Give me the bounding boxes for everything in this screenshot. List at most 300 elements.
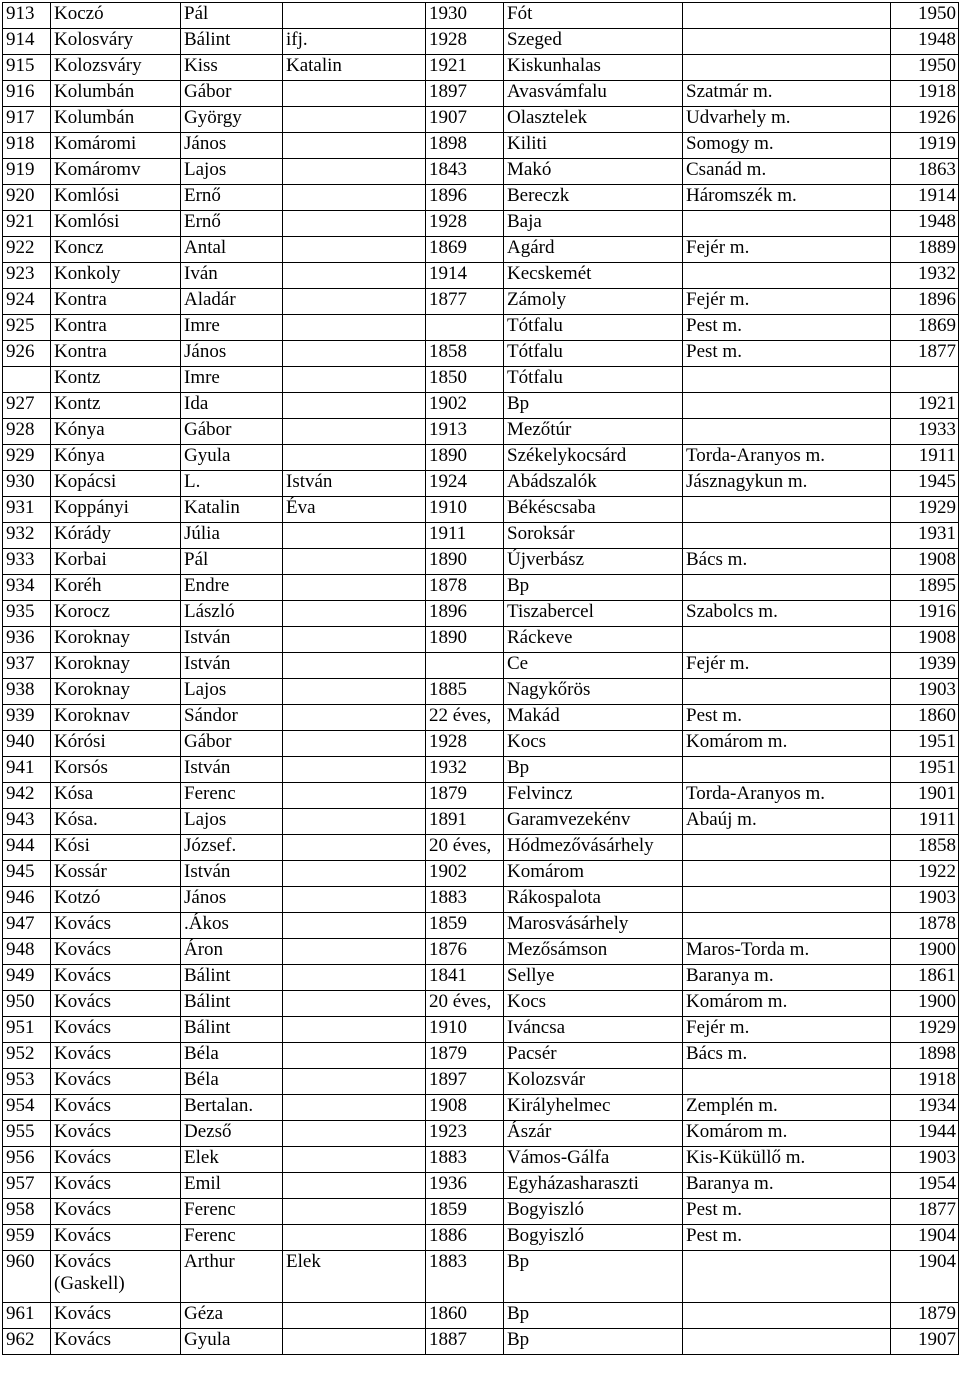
surname-cell: Kontra: [51, 289, 181, 315]
extra-name-cell: [283, 1225, 426, 1251]
entry-number-cell: 950: [3, 991, 51, 1017]
birthplace-cell: Hódmezővásárhely: [504, 835, 683, 861]
extra-name-cell: [283, 133, 426, 159]
birthplace-cell: Szeged: [504, 29, 683, 55]
county-cell: [683, 55, 891, 81]
given-name-cell: István: [181, 653, 283, 679]
surname-cell: Koréh: [51, 575, 181, 601]
county-cell: Pest m.: [683, 705, 891, 731]
record-year-cell: 1951: [891, 757, 959, 783]
given-name-cell: Ferenc: [181, 783, 283, 809]
entry-number-cell: 923: [3, 263, 51, 289]
record-year-cell: 1939: [891, 653, 959, 679]
county-cell: [683, 887, 891, 913]
birthplace-cell: Felvincz: [504, 783, 683, 809]
record-year-cell: 1878: [891, 913, 959, 939]
county-cell: Komárom m.: [683, 991, 891, 1017]
entry-number-cell: 944: [3, 835, 51, 861]
birthplace-cell: Vámos-Gálfa: [504, 1147, 683, 1173]
birth-year-cell: 1859: [426, 1199, 504, 1225]
county-cell: Komárom m.: [683, 731, 891, 757]
entry-number-cell: 934: [3, 575, 51, 601]
record-year-cell: 1948: [891, 211, 959, 237]
county-cell: Kis-Küküllő m.: [683, 1147, 891, 1173]
surname-cell: Korsós: [51, 757, 181, 783]
birthplace-cell: Rákospalota: [504, 887, 683, 913]
birth-year-cell: 1858: [426, 341, 504, 367]
county-cell: [683, 211, 891, 237]
county-cell: [683, 913, 891, 939]
surname-cell: Kovács: [51, 1303, 181, 1329]
birthplace-cell: Makó: [504, 159, 683, 185]
record-year-cell: 1918: [891, 1069, 959, 1095]
surname-cell: Koczó: [51, 3, 181, 29]
birthplace-cell: Soroksár: [504, 523, 683, 549]
county-cell: [683, 1069, 891, 1095]
county-cell: Bács m.: [683, 549, 891, 575]
given-name-cell: Antal: [181, 237, 283, 263]
extra-name-cell: [283, 913, 426, 939]
birth-year-cell: [426, 315, 504, 341]
given-name-cell: Aladár: [181, 289, 283, 315]
given-name-cell: István: [181, 757, 283, 783]
entry-number-cell: 962: [3, 1329, 51, 1355]
surname-cell: Kovács: [51, 1121, 181, 1147]
record-year-cell: 1895: [891, 575, 959, 601]
record-year-cell: 1933: [891, 419, 959, 445]
entry-number-cell: 948: [3, 939, 51, 965]
birth-year-cell: 1841: [426, 965, 504, 991]
extra-name-cell: [283, 1121, 426, 1147]
entry-number-cell: 916: [3, 81, 51, 107]
entry-number-cell: 915: [3, 55, 51, 81]
birth-year-cell: 1907: [426, 107, 504, 133]
record-year-cell: 1900: [891, 939, 959, 965]
entry-number-cell: 928: [3, 419, 51, 445]
birth-year-cell: 1913: [426, 419, 504, 445]
given-name-cell: Gábor: [181, 81, 283, 107]
entry-number-cell: 939: [3, 705, 51, 731]
surname-cell: Kopácsi: [51, 471, 181, 497]
birth-year-cell: 1887: [426, 1329, 504, 1355]
given-name-cell: Pál: [181, 3, 283, 29]
entry-number-cell: 953: [3, 1069, 51, 1095]
table-row: [3, 627, 959, 653]
birth-year-cell: 1932: [426, 757, 504, 783]
birthplace-cell: Kecskemét: [504, 263, 683, 289]
table-row: [3, 523, 959, 549]
given-name-cell: Iván: [181, 263, 283, 289]
birth-year-cell: 1890: [426, 627, 504, 653]
birth-year-cell: 1928: [426, 211, 504, 237]
county-cell: Pest m.: [683, 315, 891, 341]
given-name-cell: Géza: [181, 1303, 283, 1329]
register-table: [2, 2, 959, 1355]
county-cell: [683, 627, 891, 653]
extra-name-cell: [283, 549, 426, 575]
extra-name-cell: [283, 627, 426, 653]
given-name-cell: Lajos: [181, 679, 283, 705]
record-year-cell: 1954: [891, 1173, 959, 1199]
record-year-cell: 1901: [891, 783, 959, 809]
county-cell: Háromszék m.: [683, 185, 891, 211]
given-name-cell: Gábor: [181, 419, 283, 445]
table-row: [3, 757, 959, 783]
given-name-cell: Ernő: [181, 185, 283, 211]
surname-cell: Koroknay: [51, 679, 181, 705]
extra-name-cell: [283, 1043, 426, 1069]
record-year-cell: 1908: [891, 549, 959, 575]
birthplace-cell: Abádszalók: [504, 471, 683, 497]
extra-name-cell: [283, 107, 426, 133]
county-cell: [683, 29, 891, 55]
record-year-cell: 1926: [891, 107, 959, 133]
birth-year-cell: 1911: [426, 523, 504, 549]
birthplace-cell: Baja: [504, 211, 683, 237]
county-cell: [683, 367, 891, 393]
birthplace-cell: Komárom: [504, 861, 683, 887]
birthplace-cell: Kiskunhalas: [504, 55, 683, 81]
surname-cell: Komáromv: [51, 159, 181, 185]
birthplace-cell: Mezőtúr: [504, 419, 683, 445]
entry-number-cell: 930: [3, 471, 51, 497]
given-name-cell: Gyula: [181, 1329, 283, 1355]
surname-cell: Kovács: [51, 1043, 181, 1069]
entry-number-cell: 913: [3, 3, 51, 29]
entry-number-cell: 931: [3, 497, 51, 523]
extra-name-cell: [283, 445, 426, 471]
birth-year-cell: 1843: [426, 159, 504, 185]
table-row: [3, 497, 959, 523]
birth-year-cell: 1879: [426, 783, 504, 809]
table-row: [3, 3, 959, 29]
extra-name-cell: [283, 653, 426, 679]
birth-year-cell: 1876: [426, 939, 504, 965]
birthplace-cell: Bogyiszló: [504, 1199, 683, 1225]
extra-name-cell: [283, 1173, 426, 1199]
given-name-cell: Júlia: [181, 523, 283, 549]
birth-year-cell: 1898: [426, 133, 504, 159]
entry-number-cell: 937: [3, 653, 51, 679]
extra-name-cell: [283, 1017, 426, 1043]
birth-year-cell: 1923: [426, 1121, 504, 1147]
birth-year-cell: 1885: [426, 679, 504, 705]
birthplace-cell: Kiliti: [504, 133, 683, 159]
record-year-cell: 1900: [891, 991, 959, 1017]
birth-year-cell: 1930: [426, 3, 504, 29]
birthplace-cell: Bp: [504, 757, 683, 783]
birth-year-cell: 1896: [426, 601, 504, 627]
birth-year-cell: 1890: [426, 445, 504, 471]
birthplace-cell: Újverbász: [504, 549, 683, 575]
surname-cell: Kovács: [51, 1017, 181, 1043]
birthplace-cell: Ráckeve: [504, 627, 683, 653]
entry-number-cell: 917: [3, 107, 51, 133]
entry-number-cell: 954: [3, 1095, 51, 1121]
record-year-cell: 1932: [891, 263, 959, 289]
surname-cell: Kolosváry: [51, 29, 181, 55]
table-row: [3, 159, 959, 185]
county-cell: Somogy m.: [683, 133, 891, 159]
county-cell: [683, 263, 891, 289]
table-row: [3, 1303, 959, 1329]
table-row: [3, 445, 959, 471]
extra-name-cell: [283, 939, 426, 965]
extra-name-cell: [283, 835, 426, 861]
entry-number-cell: 914: [3, 29, 51, 55]
birth-year-cell: 1928: [426, 29, 504, 55]
birth-year-cell: 1902: [426, 861, 504, 887]
birth-year-cell: 1908: [426, 1095, 504, 1121]
extra-name-cell: [283, 159, 426, 185]
surname-cell: Kolumbán: [51, 107, 181, 133]
birth-year-cell: 1891: [426, 809, 504, 835]
surname-cell: Kossár: [51, 861, 181, 887]
entry-number-cell: 952: [3, 1043, 51, 1069]
county-cell: [683, 497, 891, 523]
register-body: [3, 3, 959, 1355]
given-name-cell: Ferenc: [181, 1225, 283, 1251]
birth-year-cell: 1897: [426, 1069, 504, 1095]
entry-number-cell: 938: [3, 679, 51, 705]
record-year-cell: 1911: [891, 809, 959, 835]
birth-year-cell: 1928: [426, 731, 504, 757]
birth-year-cell: 1869: [426, 237, 504, 263]
birthplace-cell: Székelykocsárd: [504, 445, 683, 471]
surname-cell: Koppányi: [51, 497, 181, 523]
given-name-cell: Ernő: [181, 211, 283, 237]
table-row: [3, 1017, 959, 1043]
surname-cell: Kovács: [51, 1095, 181, 1121]
table-row: [3, 653, 959, 679]
birthplace-cell: Fót: [504, 3, 683, 29]
birth-year-cell: 1878: [426, 575, 504, 601]
table-row: [3, 887, 959, 913]
table-row: [3, 1095, 959, 1121]
record-year-cell: 1948: [891, 29, 959, 55]
surname-cell: Kónya: [51, 419, 181, 445]
record-year-cell: 1944: [891, 1121, 959, 1147]
extra-name-cell: [283, 1199, 426, 1225]
entry-number-cell: 943: [3, 809, 51, 835]
surname-cell: Kolozsváry: [51, 55, 181, 81]
county-cell: Bács m.: [683, 1043, 891, 1069]
extra-name-cell: [283, 757, 426, 783]
birth-year-cell: 1921: [426, 55, 504, 81]
county-cell: Zemplén m.: [683, 1095, 891, 1121]
surname-cell: Komlósi: [51, 211, 181, 237]
birthplace-cell: Nagykőrös: [504, 679, 683, 705]
entry-number-cell: 958: [3, 1199, 51, 1225]
table-row: [3, 705, 959, 731]
surname-cell: Kovács: [51, 1173, 181, 1199]
given-name-cell: Bálint: [181, 965, 283, 991]
record-year-cell: 1903: [891, 1147, 959, 1173]
birthplace-cell: Pacsér: [504, 1043, 683, 1069]
record-year-cell: 1904: [891, 1251, 959, 1303]
table-row: [3, 731, 959, 757]
record-year-cell: 1950: [891, 3, 959, 29]
birthplace-cell: Kolozsvár: [504, 1069, 683, 1095]
record-year-cell: 1918: [891, 81, 959, 107]
entry-number-cell: 924: [3, 289, 51, 315]
table-row: [3, 341, 959, 367]
surname-cell: Kónya: [51, 445, 181, 471]
birthplace-cell: Ce: [504, 653, 683, 679]
entry-number-cell: 960: [3, 1251, 51, 1303]
birthplace-cell: Bp: [504, 1251, 683, 1303]
county-cell: Abaúj m.: [683, 809, 891, 835]
table-row: [3, 1043, 959, 1069]
county-cell: [683, 1251, 891, 1303]
surname-cell: Kovács: [51, 939, 181, 965]
extra-name-cell: [283, 523, 426, 549]
entry-number-cell: 957: [3, 1173, 51, 1199]
table-row: [3, 861, 959, 887]
birthplace-cell: Bp: [504, 575, 683, 601]
extra-name-cell: [283, 367, 426, 393]
county-cell: [683, 419, 891, 445]
surname-cell: Kontz: [51, 367, 181, 393]
birthplace-cell: Avasvámfalu: [504, 81, 683, 107]
entry-number-cell: 936: [3, 627, 51, 653]
table-row: [3, 1225, 959, 1251]
extra-name-cell: ifj.: [283, 29, 426, 55]
record-year-cell: 1929: [891, 497, 959, 523]
county-cell: Fejér m.: [683, 653, 891, 679]
entry-number-cell: 918: [3, 133, 51, 159]
birth-year-cell: 1883: [426, 1251, 504, 1303]
entry-number-cell: 925: [3, 315, 51, 341]
extra-name-cell: [283, 289, 426, 315]
county-cell: [683, 523, 891, 549]
entry-number-cell: 929: [3, 445, 51, 471]
birth-year-cell: 1914: [426, 263, 504, 289]
record-year-cell: 1922: [891, 861, 959, 887]
surname-cell: Korocz: [51, 601, 181, 627]
given-name-cell: Dezső: [181, 1121, 283, 1147]
birthplace-cell: Bp: [504, 393, 683, 419]
record-year-cell: 1896: [891, 289, 959, 315]
record-year-cell: 1950: [891, 55, 959, 81]
record-year-cell: [891, 367, 959, 393]
extra-name-cell: [283, 809, 426, 835]
county-cell: Maros-Torda m.: [683, 939, 891, 965]
birth-year-cell: 1850: [426, 367, 504, 393]
given-name-cell: Sándor: [181, 705, 283, 731]
surname-cell: Kovács (Gaskell): [51, 1251, 181, 1303]
surname-cell: Kovács: [51, 965, 181, 991]
extra-name-cell: [283, 965, 426, 991]
given-name-cell: Emil: [181, 1173, 283, 1199]
county-cell: Fejér m.: [683, 289, 891, 315]
extra-name-cell: [283, 1329, 426, 1355]
given-name-cell: Kiss: [181, 55, 283, 81]
record-year-cell: 1877: [891, 341, 959, 367]
birthplace-cell: Olasztelek: [504, 107, 683, 133]
table-row: [3, 1069, 959, 1095]
extra-name-cell: [283, 81, 426, 107]
table-row: [3, 549, 959, 575]
county-cell: Komárom m.: [683, 1121, 891, 1147]
record-year-cell: 1919: [891, 133, 959, 159]
given-name-cell: Gyula: [181, 445, 283, 471]
extra-name-cell: Katalin: [283, 55, 426, 81]
surname-cell: Kósi: [51, 835, 181, 861]
extra-name-cell: Elek: [283, 1251, 426, 1303]
given-name-cell: Bertalan.: [181, 1095, 283, 1121]
extra-name-cell: [283, 263, 426, 289]
entry-number-cell: 949: [3, 965, 51, 991]
given-name-cell: Arthur: [181, 1251, 283, 1303]
extra-name-cell: [283, 1095, 426, 1121]
given-name-cell: Endre: [181, 575, 283, 601]
extra-name-cell: [283, 419, 426, 445]
county-cell: Torda-Aranyos m.: [683, 445, 891, 471]
surname-cell: Kórósi: [51, 731, 181, 757]
given-name-cell: László: [181, 601, 283, 627]
county-cell: [683, 393, 891, 419]
birthplace-cell: Ászár: [504, 1121, 683, 1147]
birthplace-cell: Királyhelmec: [504, 1095, 683, 1121]
surname-cell: Konkoly: [51, 263, 181, 289]
birth-year-cell: 1924: [426, 471, 504, 497]
given-name-cell: L.: [181, 471, 283, 497]
birthplace-cell: Békéscsaba: [504, 497, 683, 523]
birth-year-cell: 1883: [426, 1147, 504, 1173]
birthplace-cell: Tótfalu: [504, 341, 683, 367]
extra-name-cell: [283, 679, 426, 705]
record-year-cell: 1858: [891, 835, 959, 861]
extra-name-cell: [283, 1303, 426, 1329]
entry-number-cell: 947: [3, 913, 51, 939]
county-cell: Szabolcs m.: [683, 601, 891, 627]
birthplace-cell: Egyházasharaszti: [504, 1173, 683, 1199]
birthplace-cell: Tótfalu: [504, 315, 683, 341]
extra-name-cell: [283, 185, 426, 211]
table-row: [3, 1173, 959, 1199]
table-row: [3, 29, 959, 55]
given-name-cell: Ferenc: [181, 1199, 283, 1225]
table-row: [3, 185, 959, 211]
entry-number-cell: 956: [3, 1147, 51, 1173]
extra-name-cell: [283, 705, 426, 731]
county-cell: Pest m.: [683, 341, 891, 367]
surname-cell: Kovács: [51, 1199, 181, 1225]
birth-year-cell: 1910: [426, 497, 504, 523]
record-year-cell: 1877: [891, 1199, 959, 1225]
table-row: [3, 1199, 959, 1225]
extra-name-cell: [283, 341, 426, 367]
table-row: [3, 237, 959, 263]
record-year-cell: 1907: [891, 1329, 959, 1355]
table-row: [3, 133, 959, 159]
given-name-cell: Áron: [181, 939, 283, 965]
given-name-cell: Elek: [181, 1147, 283, 1173]
surname-cell: Kontz: [51, 393, 181, 419]
extra-name-cell: [283, 575, 426, 601]
birth-year-cell: [426, 653, 504, 679]
entry-number-cell: 955: [3, 1121, 51, 1147]
county-cell: [683, 1329, 891, 1355]
birthplace-cell: Tiszabercel: [504, 601, 683, 627]
surname-cell: Koncz: [51, 237, 181, 263]
surname-cell: Kórády: [51, 523, 181, 549]
surname-cell: Komáromi: [51, 133, 181, 159]
record-year-cell: 1921: [891, 393, 959, 419]
given-name-cell: István: [181, 861, 283, 887]
birthplace-cell: Garamvezekénv: [504, 809, 683, 835]
